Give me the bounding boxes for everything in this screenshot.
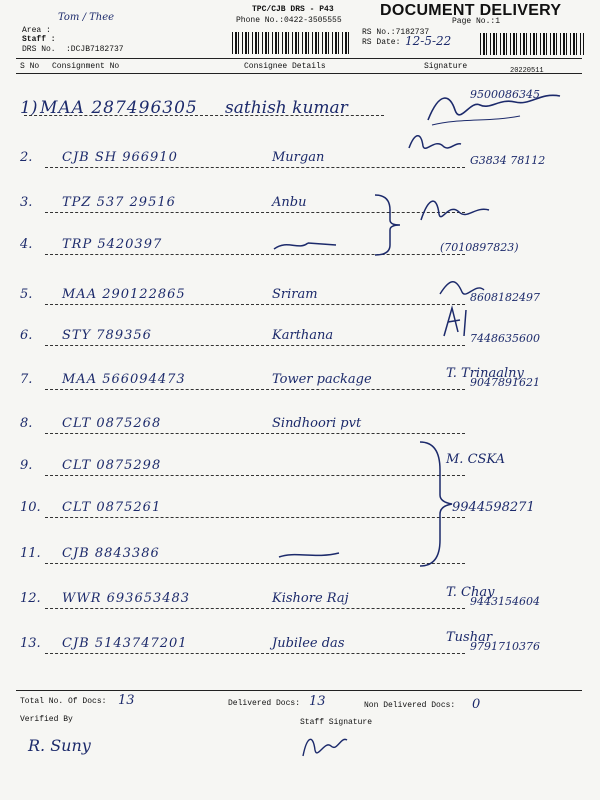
receiver-phone: 8608182497 bbox=[470, 291, 540, 304]
office-code: TPC/CJB DRS - P43 bbox=[252, 5, 334, 14]
drs-no-label: DRS No. bbox=[22, 45, 56, 54]
row-number: 2. bbox=[20, 150, 33, 165]
row-number: 12. bbox=[20, 591, 41, 606]
group-brace-icon-2 bbox=[418, 440, 458, 570]
verified-by-label: Verified By bbox=[20, 715, 73, 724]
row-underline bbox=[45, 517, 465, 518]
signature-row-5 bbox=[436, 272, 546, 302]
rs-date-value: 12-5-22 bbox=[405, 34, 452, 48]
row-underline bbox=[45, 433, 465, 434]
consignee-name: Anbu bbox=[272, 195, 307, 210]
consignment-number: TRP 5420397 bbox=[62, 237, 163, 252]
barcode-rs bbox=[480, 33, 584, 55]
consignment-number: CJB SH 966910 bbox=[62, 150, 178, 165]
col-sno: S No bbox=[20, 62, 40, 71]
consignment-number: TPZ 537 29516 bbox=[62, 195, 176, 210]
footer-rule bbox=[16, 690, 582, 691]
receiver-signature-text: T. Trinaalny bbox=[446, 366, 524, 381]
area-label: Area : bbox=[22, 26, 51, 35]
date-stamp: 20220511 bbox=[510, 67, 544, 75]
non-delivered-docs-value: 0 bbox=[472, 697, 481, 712]
consignment-number: CLT 0875268 bbox=[62, 416, 162, 431]
group-brace-icon bbox=[370, 190, 410, 260]
consignment-number: STY 789356 bbox=[62, 328, 152, 343]
col-consignment: Consignment No bbox=[52, 62, 120, 71]
receiver-phone: 7448635600 bbox=[470, 332, 540, 345]
staff-label: Staff : bbox=[22, 35, 56, 44]
consignment-number: CLT 0875261 bbox=[62, 500, 162, 515]
row-number: 1) bbox=[20, 98, 38, 118]
receiver-phone: (7010897823) bbox=[440, 241, 519, 254]
receiver-signature-text: M. CSKA bbox=[446, 452, 506, 467]
row-number: 13. bbox=[20, 636, 41, 651]
receiver-phone: 9443154604 bbox=[470, 595, 540, 608]
receiver-phone: 9047891621 bbox=[470, 376, 540, 389]
staff-signature-label: Staff Signature bbox=[300, 718, 373, 727]
consignment-number: MAA 287496305 bbox=[40, 98, 198, 118]
page-number: Page No.:1 bbox=[452, 17, 501, 26]
area-handwritten: Tom / Thee bbox=[58, 12, 115, 23]
row-number: 11. bbox=[20, 546, 41, 561]
consignee-name: Murgan bbox=[272, 150, 325, 165]
row-underline bbox=[45, 389, 465, 390]
staff-signature bbox=[295, 726, 355, 766]
delivered-docs-value: 13 bbox=[309, 694, 326, 709]
consignment-number: CLT 0875298 bbox=[62, 458, 162, 473]
receiver-signature-text: Tushar bbox=[446, 630, 493, 645]
consignee-name: Jubilee das bbox=[272, 636, 345, 651]
row-number: 6. bbox=[20, 328, 33, 343]
consignment-number: MAA 290122865 bbox=[62, 287, 186, 302]
consignee-name: Sindhoori pvt bbox=[272, 416, 362, 431]
row-underline bbox=[45, 653, 465, 654]
row-underline bbox=[45, 167, 465, 168]
row-underline bbox=[45, 345, 465, 346]
verified-by-signature: R. Suny bbox=[28, 736, 91, 755]
consignment-number: CJB 5143747201 bbox=[62, 636, 188, 651]
row-number: 8. bbox=[20, 416, 33, 431]
row-number: 4. bbox=[20, 237, 33, 252]
signature-row-6 bbox=[436, 302, 486, 342]
document-title: DOCUMENT DELIVERY bbox=[380, 2, 562, 19]
row-underline bbox=[45, 608, 465, 609]
non-delivered-docs-label: Non Delivered Docs: bbox=[364, 701, 456, 710]
row-number: 5. bbox=[20, 287, 33, 302]
receiver-phone: 9944598271 bbox=[452, 500, 535, 515]
consignment-number: WWR 693653483 bbox=[62, 591, 191, 606]
signature-rows-3-4 bbox=[415, 190, 495, 230]
consignee-name: Tower package bbox=[272, 372, 372, 387]
row-underline bbox=[45, 304, 465, 305]
consignee-name: Sriram bbox=[272, 287, 318, 302]
delivered-docs-label: Delivered Docs: bbox=[228, 699, 301, 708]
phone-number: Phone No.:0422-3505555 bbox=[236, 16, 342, 25]
row-number: 10. bbox=[20, 500, 41, 515]
dash-mark-row-4 bbox=[270, 235, 340, 255]
consignment-number: CJB 8843386 bbox=[62, 546, 160, 561]
consignee-name: Kishore Raj bbox=[272, 591, 349, 606]
consignee-name: sathish kumar bbox=[225, 98, 348, 118]
dash-mark-row-11 bbox=[275, 545, 345, 565]
rs-number: RS No.:7182737 bbox=[362, 28, 430, 37]
col-consignee: Consignee Details bbox=[244, 62, 326, 71]
consignment-number: MAA 566094473 bbox=[62, 372, 186, 387]
barcode-drs bbox=[232, 32, 350, 54]
row-number: 9. bbox=[20, 458, 33, 473]
receiver-phone: G3834 78112 bbox=[470, 154, 546, 167]
receiver-signature-text: T. Chay bbox=[446, 585, 495, 600]
row-number: 3. bbox=[20, 195, 33, 210]
row-underline bbox=[45, 563, 465, 564]
header-rule bbox=[16, 58, 582, 59]
row-number: 7. bbox=[20, 372, 33, 387]
drs-no-value: :DCJB7182737 bbox=[66, 45, 124, 54]
total-docs-value: 13 bbox=[118, 693, 135, 708]
row-underline bbox=[45, 475, 465, 476]
consignee-name: Karthana bbox=[272, 328, 334, 343]
receiver-phone: 9500086345 bbox=[470, 88, 540, 101]
signature-row-2 bbox=[405, 128, 465, 158]
rs-date-label: RS Date: bbox=[362, 38, 401, 47]
col-signature: Signature bbox=[424, 62, 468, 71]
column-header-rule bbox=[16, 73, 582, 74]
receiver-phone: 9791710376 bbox=[470, 640, 540, 653]
total-docs-label: Total No. Of Docs: bbox=[20, 697, 107, 706]
